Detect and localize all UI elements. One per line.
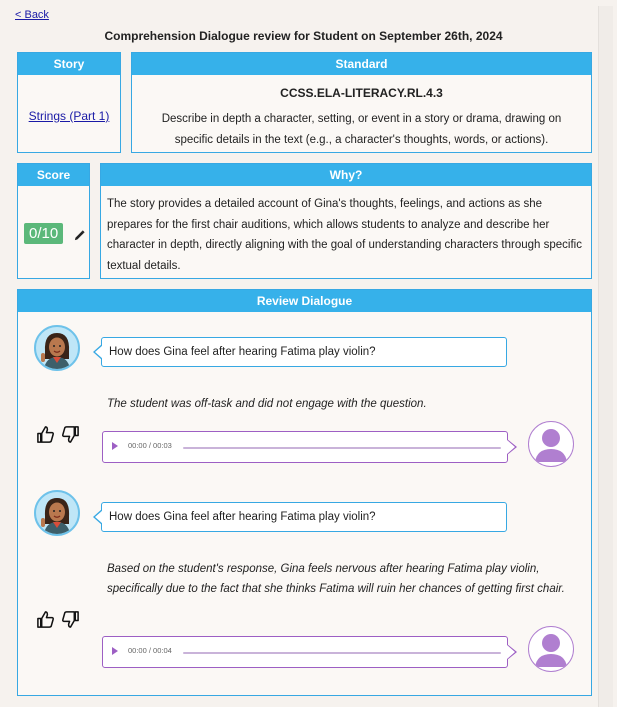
thumbs-down-icon[interactable] bbox=[61, 610, 80, 634]
student-response: Based on the student's response, Gina feels nervous after hearing Fatima play violin, specifically due to the fact that she thinks Fatima will ruin her chances of getting first chair. bbox=[107, 563, 565, 595]
thumbs-up-icon[interactable] bbox=[36, 610, 55, 634]
audio-progress-track[interactable] bbox=[183, 447, 501, 449]
standard-panel bbox=[131, 52, 592, 153]
student-avatar-icon bbox=[528, 626, 574, 672]
audio-player[interactable] bbox=[102, 431, 508, 463]
play-icon[interactable] bbox=[112, 442, 118, 450]
score-panel bbox=[17, 163, 90, 279]
back-link[interactable]: < Back bbox=[15, 9, 49, 21]
review-header: Review Dialogue bbox=[18, 290, 591, 312]
tutor-avatar-icon bbox=[34, 490, 80, 536]
story-link[interactable]: Strings (Part 1) bbox=[28, 109, 110, 123]
question-bubble: How does Gina feel after hearing Fatima play violin? bbox=[101, 337, 507, 367]
student-avatar-icon bbox=[528, 421, 574, 467]
question-bubble: How does Gina feel after hearing Fatima play violin? bbox=[101, 502, 507, 532]
audio-time: 00:00 / 00:04 bbox=[128, 646, 172, 655]
audio-time: 00:00 / 00:03 bbox=[128, 441, 172, 450]
thumbs-down-icon[interactable] bbox=[61, 425, 80, 449]
standard-description: Describe in depth a character, setting, or event in a story or drama, drawing on specific details in the text (e.g., a character's thoughts, words, or actions). bbox=[161, 113, 562, 146]
thumbs-up-icon[interactable] bbox=[36, 425, 55, 449]
score-badge: 0/10 bbox=[24, 223, 63, 244]
standard-header: Standard bbox=[132, 53, 591, 75]
student-response: The student was off-task and did not engage with the question. bbox=[107, 398, 427, 410]
standard-code: CCSS.ELA-LITERACY.RL.4.3 bbox=[280, 86, 443, 100]
audio-player[interactable] bbox=[102, 636, 508, 668]
story-header: Story bbox=[18, 53, 120, 75]
why-panel bbox=[100, 163, 592, 279]
audio-progress-track[interactable] bbox=[183, 652, 501, 654]
pencil-icon[interactable] bbox=[74, 228, 85, 246]
why-header: Why? bbox=[101, 164, 591, 186]
score-header: Score bbox=[18, 164, 89, 186]
story-panel bbox=[17, 52, 121, 153]
page-title: Comprehension Dialogue review for Student on September 26th, 2024 bbox=[104, 29, 503, 43]
review-dialogue-panel bbox=[17, 289, 592, 696]
tutor-avatar-icon bbox=[34, 325, 80, 371]
why-text: The story provides a detailed account of Gina's thoughts, feelings, and actions as she prepares for the first chair auditions, which allows students to analyze and describe her character in depth, directly aligning with the goal of understanding characters through specific textual details. bbox=[107, 198, 582, 272]
play-icon[interactable] bbox=[112, 647, 118, 655]
scrollbar[interactable] bbox=[598, 6, 613, 707]
